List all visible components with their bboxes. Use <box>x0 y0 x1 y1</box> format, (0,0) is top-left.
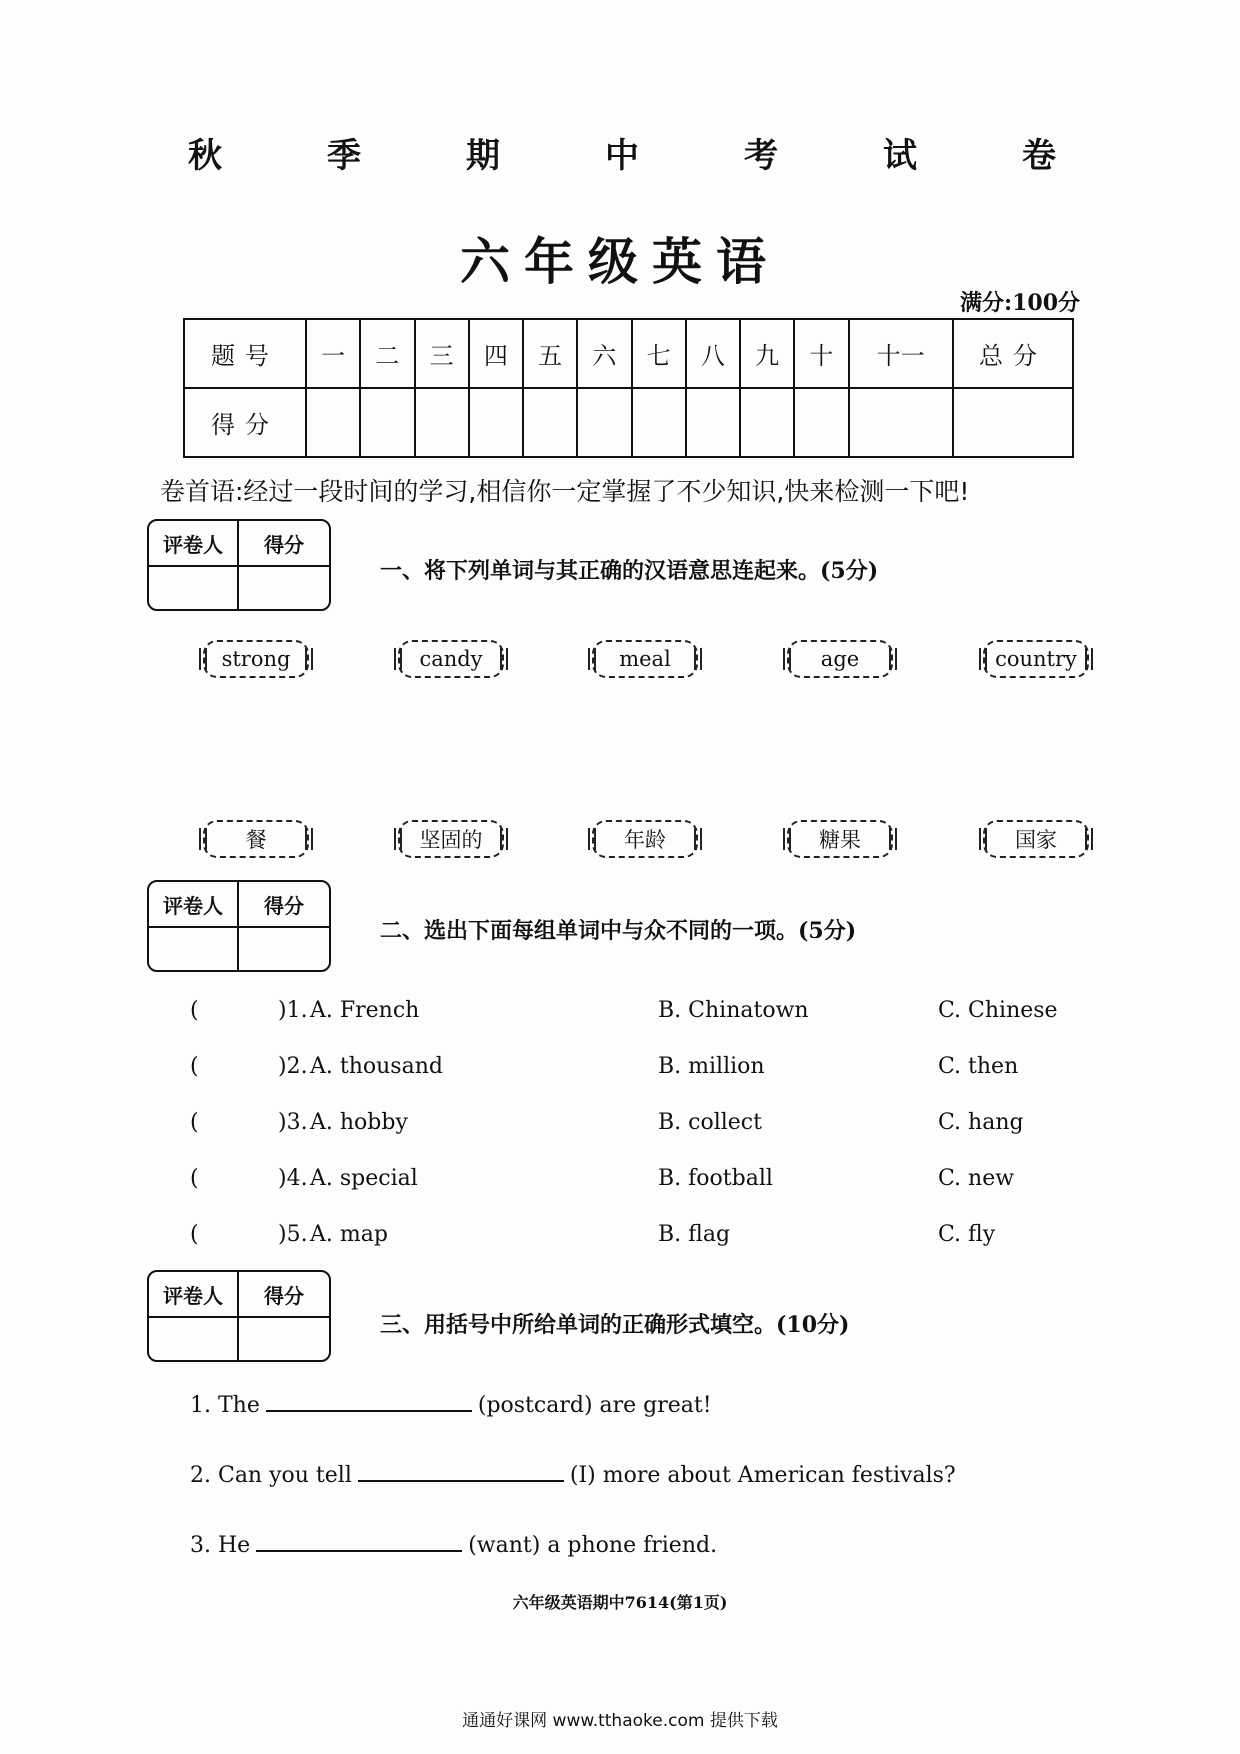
score-cell[interactable] <box>360 388 414 457</box>
option-c: C. hang <box>938 1110 1024 1135</box>
exam-header <box>188 128 1056 177</box>
header-char: 期 <box>466 136 500 176</box>
choice-question <box>190 1054 1090 1084</box>
option-c: C. fly <box>938 1222 996 1247</box>
choice-question <box>190 1110 1090 1140</box>
score-cell[interactable] <box>849 388 954 457</box>
answer-blank[interactable] <box>266 1390 472 1412</box>
column-header: 三 <box>415 319 469 388</box>
option-b: B. collect <box>658 1110 762 1135</box>
answer-blank[interactable] <box>358 1460 564 1482</box>
column-header: 二 <box>360 319 414 388</box>
question-text-before: 3. He <box>190 1533 251 1558</box>
chinese-word-box[interactable]: 年龄 <box>592 820 698 858</box>
header-char: 秋 <box>188 136 222 176</box>
grader-score-label: 得分 <box>239 1272 329 1318</box>
column-header: 一 <box>306 319 360 388</box>
english-word-box[interactable]: strong <box>203 640 309 678</box>
option-a: A. French <box>310 998 420 1023</box>
header-char: 中 <box>605 136 639 176</box>
question-number: )3. <box>278 1110 308 1135</box>
option-c: C. new <box>938 1166 1015 1191</box>
choice-question <box>190 998 1090 1028</box>
option-b: B. Chinatown <box>658 998 809 1023</box>
page-footer: 六年级英语期中7614(第1页) <box>512 1593 728 1612</box>
answer-paren[interactable]: ( <box>190 1054 199 1079</box>
grader-reviewer-cell[interactable] <box>149 567 239 609</box>
english-word-box[interactable]: meal <box>592 640 698 678</box>
question-text-before: 1. The <box>190 1393 260 1418</box>
option-a: A. thousand <box>310 1054 443 1079</box>
score-cell[interactable] <box>523 388 577 457</box>
header-char: 试 <box>883 136 917 176</box>
fill-in-question <box>190 1530 717 1558</box>
site-watermark: 通通好课网 www.tthaoke.com 提供下载 <box>462 1711 778 1731</box>
section3-title: 三、用括号中所给单词的正确形式填空。(10分) <box>380 1312 850 1338</box>
column-header: 六 <box>577 319 631 388</box>
grader-reviewer-cell[interactable] <box>149 928 239 970</box>
section1-title: 一、将下列单词与其正确的汉语意思连起来。(5分) <box>380 558 879 584</box>
grader-box <box>147 1270 331 1362</box>
grader-score-label: 得分 <box>239 521 329 567</box>
question-text-before: 2. Can you tell <box>190 1463 352 1488</box>
question-text-after: (I) more about American festivals? <box>569 1463 956 1488</box>
answer-paren[interactable]: ( <box>190 1166 199 1191</box>
english-word-box[interactable]: age <box>787 640 893 678</box>
grader-box <box>147 519 331 611</box>
column-header: 十 <box>794 319 848 388</box>
grader-score-label: 得分 <box>239 882 329 928</box>
question-number: )2. <box>278 1054 308 1079</box>
column-header: 九 <box>740 319 794 388</box>
chinese-word-box[interactable]: 国家 <box>983 820 1089 858</box>
score-cell[interactable] <box>794 388 848 457</box>
option-a: A. hobby <box>310 1110 408 1135</box>
option-b: B. flag <box>658 1222 731 1247</box>
total-score-cell[interactable] <box>953 388 1073 457</box>
score-cell[interactable] <box>415 388 469 457</box>
column-header: 八 <box>686 319 740 388</box>
grader-score-cell[interactable] <box>239 1318 329 1360</box>
intro-text: 卷首语:经过一段时间的学习,相信你一定掌握了不少知识,快来检测一下吧! <box>160 477 970 506</box>
answer-paren[interactable]: ( <box>190 1110 199 1135</box>
answer-blank[interactable] <box>256 1530 462 1552</box>
column-header: 七 <box>632 319 686 388</box>
grader-score-cell[interactable] <box>239 567 329 609</box>
page-title: 六年级英语 <box>460 232 780 291</box>
grader-reviewer-label: 评卷人 <box>149 1272 239 1318</box>
choice-question <box>190 1222 1090 1252</box>
question-text-after: (want) a phone friend. <box>468 1533 718 1558</box>
column-header: 五 <box>523 319 577 388</box>
score-label: 得分 <box>184 388 306 457</box>
section2-title: 二、选出下面每组单词中与众不同的一项。(5分) <box>380 918 857 944</box>
answer-paren[interactable]: ( <box>190 998 199 1023</box>
option-b: B. million <box>658 1054 765 1079</box>
question-number-label: 题号 <box>184 319 306 388</box>
header-char: 卷 <box>1022 136 1056 176</box>
grader-reviewer-cell[interactable] <box>149 1318 239 1360</box>
score-cell[interactable] <box>740 388 794 457</box>
chinese-word-box[interactable]: 餐 <box>203 820 309 858</box>
question-text-after: (postcard) are great! <box>477 1393 712 1418</box>
score-table <box>183 318 1074 458</box>
english-word-box[interactable]: country <box>983 640 1089 678</box>
question-number: )5. <box>278 1222 308 1247</box>
question-number: )1. <box>278 998 308 1023</box>
header-char: 考 <box>744 136 778 176</box>
fill-in-question <box>190 1390 712 1418</box>
grader-score-cell[interactable] <box>239 928 329 970</box>
grader-reviewer-label: 评卷人 <box>149 882 239 928</box>
chinese-word-box[interactable]: 坚固的 <box>398 820 504 858</box>
score-cell[interactable] <box>306 388 360 457</box>
option-b: B. football <box>658 1166 773 1191</box>
total-score-label: 总分 <box>953 319 1073 388</box>
score-table-header-row <box>184 319 1073 388</box>
answer-paren[interactable]: ( <box>190 1222 199 1247</box>
option-c: C. Chinese <box>938 998 1058 1023</box>
english-word-box[interactable]: candy <box>398 640 504 678</box>
full-score: 满分:100分 <box>959 290 1080 316</box>
option-a: A. special <box>310 1166 418 1191</box>
grader-box <box>147 880 331 972</box>
question-number: )4. <box>278 1166 308 1191</box>
score-cell[interactable] <box>577 388 631 457</box>
score-cell[interactable] <box>632 388 686 457</box>
fill-in-question <box>190 1460 956 1488</box>
option-a: A. map <box>310 1222 388 1247</box>
grader-reviewer-label: 评卷人 <box>149 521 239 567</box>
score-table-score-row <box>184 388 1073 457</box>
header-char: 季 <box>327 136 361 176</box>
chinese-word-box[interactable]: 糖果 <box>787 820 893 858</box>
column-header: 十一 <box>849 319 954 388</box>
column-header: 四 <box>469 319 523 388</box>
option-c: C. then <box>938 1054 1019 1079</box>
score-cell[interactable] <box>686 388 740 457</box>
choice-question <box>190 1166 1090 1196</box>
score-cell[interactable] <box>469 388 523 457</box>
